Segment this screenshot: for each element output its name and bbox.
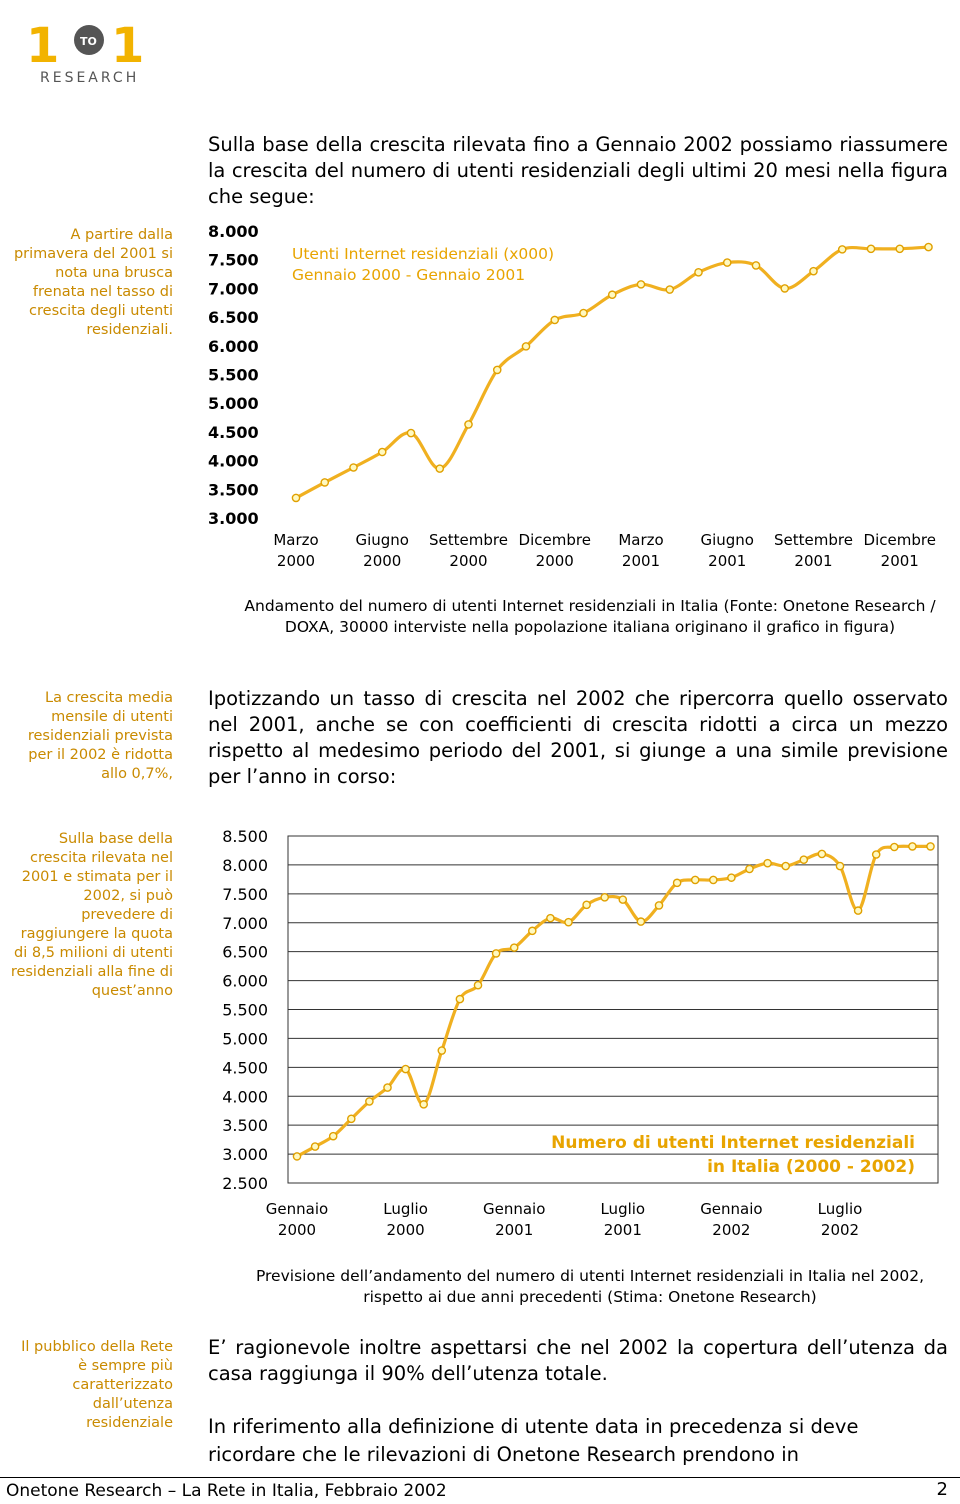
chart1-y-tick-label: 3.000 (208, 509, 259, 528)
coverage-paragraph: E’ ragionevole inoltre aspettarsi che nel 2002 la copertura dell’utenza da casa raggiunga il 90% dell’utenza totale. (208, 1336, 948, 1385)
chart1-data-point (580, 309, 587, 316)
chart1-subtitle: Gennaio 2000 - Gennaio 2001 (292, 266, 526, 284)
chart2-data-point (782, 862, 789, 869)
chart1-data-point (494, 366, 501, 373)
chart2-caption: Previsione dell’andamento del numero di utenti Internet residenziali in Italia nel 2002, rispetto ai due anni precedenti (Stima: Onetone Research) (255, 1267, 925, 1306)
chart1-y-tick-label: 6.500 (208, 308, 259, 328)
chart1-x-tick-label: 2000 (449, 552, 488, 570)
chart2-y-tick-label: 4.500 (222, 1058, 268, 1078)
chart1-y-tick-label: 4.500 (208, 422, 259, 442)
chart2-x-tick-label: 2001 (495, 1221, 534, 1239)
chart2-data-point (583, 901, 590, 908)
chart1-data-point (321, 479, 328, 486)
chart2-data-point (927, 843, 934, 850)
chart1-x-tick-label: 2001 (621, 552, 661, 570)
footer-title: Onetone Research – La Rete in Italia, Febbraio 2002 (6, 1481, 447, 1501)
side-note-3: Sulla base della crescita rilevata nel 2001 e stimata per il 2002, si può prevedere di raggiungere la quota di 8,5 milioni di utenti residenziali alla fine di quest’anno (10, 831, 173, 999)
chart2-data-point (366, 1098, 373, 1105)
chart1-x-tick-label: Giugno (700, 531, 755, 549)
chart1-y-tick-label: 3.500 (208, 480, 259, 500)
chart2-x-tick-label: Gennaio (265, 1200, 329, 1218)
chart2-data-point (565, 919, 572, 926)
side-note-4: Il pubblico della Rete è sempre più caratterizzato dall’utenza residenziale (21, 1339, 173, 1431)
side-note-1: A partire dalla primavera del 2001 si nota una brusca frenata nel tasso di crescita degli utenti residenziali. (13, 227, 173, 338)
chart2-y-tick-label: 6.500 (222, 942, 268, 962)
chart2-data-point (474, 982, 481, 989)
chart2-data-point (637, 918, 644, 925)
chart1-data-point (695, 269, 702, 276)
chart2-title: Numero di utenti Internet residenziali (551, 1133, 915, 1153)
chart1-x-tick-label: Dicembre (863, 531, 936, 549)
logo-right-digit: 1 (111, 18, 145, 74)
chart1-data-point (379, 448, 386, 455)
chart2-data-point (818, 850, 825, 857)
definition-paragraph-cut: ricordare che le rilevazioni di Onetone Research prendono in (208, 1443, 800, 1466)
chart2-x-tick-label: 2002 (712, 1221, 751, 1239)
chart1-x-tick-label: Settembre (429, 531, 508, 549)
chart1-data-point (407, 429, 414, 436)
chart1-data-point (724, 259, 731, 266)
chart2-data-point (348, 1115, 355, 1122)
chart1-data-point (465, 421, 472, 428)
footer-rule (0, 1477, 960, 1478)
chart1-x-tick-label: 2000 (363, 552, 402, 570)
chart1-data-point (839, 246, 846, 253)
chart2-data-point (456, 995, 463, 1002)
chart2-x-tick-label: Gennaio (482, 1200, 546, 1218)
chart2-y-tick-label: 5.500 (222, 1000, 268, 1020)
chart1-series-line (296, 247, 929, 498)
chart2-y-tick-label: 3.000 (222, 1145, 268, 1165)
chart2-data-point (909, 843, 916, 850)
chart1-y-tick-label: 4.000 (208, 451, 259, 471)
chart-residential-users-2000-2001 (200, 215, 940, 575)
chart1-y-tick-label: 6.000 (208, 336, 259, 356)
definition-paragraph: In riferimento alla definizione di utente data in precedenza si deve (208, 1415, 859, 1438)
chart1-x-tick-label: 2001 (880, 552, 919, 570)
chart2-data-point (836, 862, 843, 869)
chart1-data-point (522, 343, 529, 350)
chart2-x-tick-label: 2000 (386, 1221, 425, 1239)
chart2-data-point (547, 915, 554, 922)
chart2-x-tick-label: 2001 (603, 1221, 642, 1239)
chart2-data-point (746, 865, 753, 872)
chart1-x-tick-label: Marzo (273, 531, 319, 549)
chart2-y-tick-label: 3.500 (222, 1116, 268, 1136)
chart2-data-point (655, 902, 662, 909)
chart2-y-tick-label: 7.000 (222, 913, 268, 933)
chart2-data-point (619, 896, 626, 903)
chart1-data-point (609, 291, 616, 298)
chart2-series-line (297, 846, 931, 1156)
chart1-x-tick-label: Settembre (774, 531, 853, 549)
chart1-y-tick-label: 7.500 (208, 250, 259, 270)
chart1-data-point (867, 245, 874, 252)
chart2-y-tick-label: 5.000 (222, 1029, 268, 1049)
chart1-data-point (810, 268, 817, 275)
side-note-2: La crescita media mensile di utenti residenziali prevista per il 2002 è ridotta allo 0,7%, (27, 690, 173, 782)
chart2-data-point (873, 851, 880, 858)
chart1-data-point (752, 262, 759, 269)
chart2-data-point (420, 1101, 427, 1108)
chart2-x-tick-label: Luglio (817, 1200, 863, 1218)
chart2-data-point (330, 1133, 337, 1140)
chart1-data-point (925, 243, 932, 250)
chart1-x-tick-label: 2001 (708, 552, 747, 570)
chart1-y-tick-label: 7.000 (208, 279, 259, 299)
chart2-data-point (438, 1047, 445, 1054)
chart2-data-point (800, 856, 807, 863)
chart2-y-tick-label: 4.000 (222, 1087, 268, 1107)
chart1-x-tick-label: Marzo (618, 531, 664, 549)
chart1-data-point (350, 464, 357, 471)
chart2-data-point (402, 1065, 409, 1072)
chart2-y-tick-label: 7.500 (222, 884, 268, 904)
chart1-y-tick-label: 5.500 (208, 365, 259, 385)
chart2-y-tick-label: 6.000 (222, 971, 268, 991)
onetone-logo (26, 12, 166, 87)
chart1-data-point (436, 465, 443, 472)
chart2-x-tick-label: Luglio (383, 1200, 428, 1218)
chart1-data-point (781, 285, 788, 292)
chart2-data-point (493, 950, 500, 957)
chart2-data-point (529, 927, 536, 934)
chart2-data-point (384, 1084, 391, 1091)
chart2-data-point (293, 1153, 300, 1160)
chart1-data-point (666, 286, 673, 293)
chart1-y-tick-label: 5.000 (208, 394, 259, 414)
chart1-x-tick-label: 2000 (535, 552, 574, 570)
chart2-x-tick-label: Luglio (600, 1200, 646, 1218)
chart1-x-tick-label: 2000 (276, 552, 316, 570)
chart2-data-point (511, 944, 518, 951)
chart2-y-tick-label: 8.000 (222, 855, 268, 875)
page-number: 2 (936, 1479, 948, 1500)
chart2-y-tick-label: 2.500 (222, 1174, 268, 1193)
chart2-data-point (312, 1143, 319, 1150)
chart2-subtitle: in Italia (2000 - 2002) (707, 1157, 915, 1177)
logo-subtitle: RESEARCH (40, 70, 140, 86)
chart2-data-point (674, 879, 681, 886)
chart2-data-point (764, 860, 771, 867)
chart-residential-users-forecast-2002 (200, 825, 940, 1245)
chart1-data-point (551, 316, 558, 323)
chart1-x-tick-label: Dicembre (518, 531, 591, 549)
logo-middle: TO (80, 35, 97, 48)
chart1-data-point (637, 281, 644, 288)
forecast-paragraph: Ipotizzando un tasso di crescita nel 2002 che ripercorra quello osservato nel 2001, anche se con coefficienti di crescita ridotti a circa un mezzo rispetto al medesimo periodo del 2001, si giunge a una simile previsione per l’anno in corso: (208, 687, 948, 788)
chart2-y-tick-label: 8.500 (222, 827, 268, 846)
chart2-data-point (692, 876, 699, 883)
chart2-data-point (710, 876, 717, 883)
chart1-y-tick-label: 8.000 (208, 222, 259, 241)
chart2-x-tick-label: 2000 (277, 1221, 317, 1239)
logo-left-digit: 1 (26, 18, 60, 74)
chart2-x-tick-label: Gennaio (700, 1200, 763, 1218)
chart1-x-tick-label: 2001 (794, 552, 833, 570)
chart2-data-point (891, 843, 898, 850)
intro-paragraph: Sulla base della crescita rilevata fino a Gennaio 2002 possiamo riassumere la crescita del numero di utenti residenziali degli ultimi 20 mesi nella figura che segue: (208, 133, 948, 208)
chart1-x-tick-label: Giugno (355, 531, 410, 549)
chart2-data-point (601, 894, 608, 901)
chart1-data-point (896, 245, 903, 252)
chart1-caption: Andamento del numero di utenti Internet residenziali in Italia (Fonte: Onetone Research / DOXA, 30000 interviste nella popolazione italiana originano il grafico in figura) (244, 597, 936, 636)
chart2-x-tick-label: 2002 (820, 1221, 860, 1239)
chart2-data-point (728, 874, 735, 881)
chart1-data-point (292, 494, 299, 501)
chart1-title: Utenti Internet residenziali (x000) (292, 245, 555, 263)
chart2-data-point (855, 907, 862, 914)
